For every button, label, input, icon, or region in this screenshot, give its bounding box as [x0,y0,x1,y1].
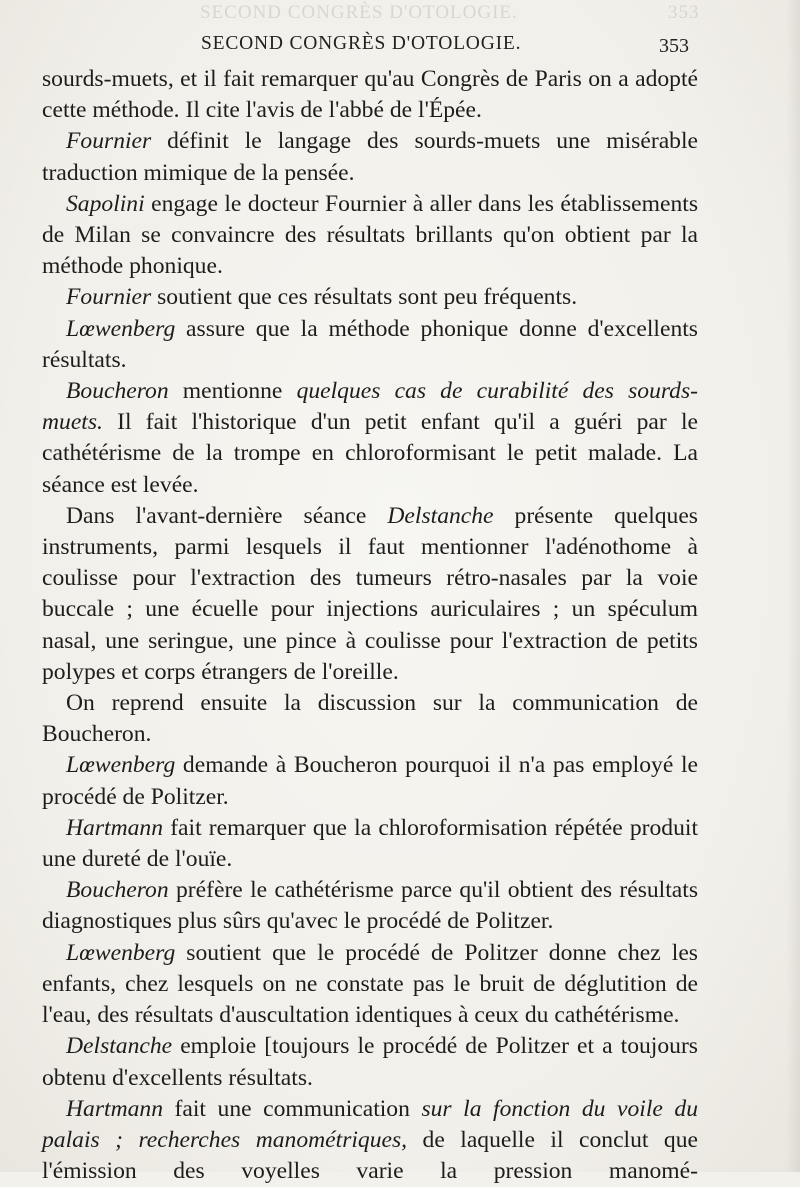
speaker-name: Delstanche [387,502,494,529]
paragraph [42,376,698,501]
text-segment: emploie [toujours le procédé de Politzer et a toujours obtenu d'excellents résultats. [42,1033,698,1091]
speaker-name: Hartmann [66,814,164,841]
text-segment: soutient que ces résultats sont peu fréquents. [151,284,578,311]
text-segment: mentionne [168,378,297,405]
running-head [0,33,800,61]
speaker-name: Lœwenberg [66,752,176,779]
speaker-name: Delstanche [66,1033,173,1060]
speaker-name: Lœwenberg [66,315,176,342]
text-segment: présente quelques instruments, parmi lesquels il faut mentionner l'adénothome à coulisse pour l'extraction des tumeurs rétro-nasales par la voie buccale ; une écuelle pour injections auriculaires ; un spéculum nasal, une seringue, une pince à coulisse pour l'extraction de petits polypes et corps étrangers de l'oreille. [42,502,698,685]
paragraph [42,750,698,812]
speaker-name: Fournier [66,284,152,311]
show-through-title: SECOND CONGRÈS D'OTOLOGIE. [200,2,518,23]
text-segment: préfère le cathétérisme parce qu'il obtient des résultats diagnostiques plus sûrs qu'avec le procédé de Politzer. [42,877,698,935]
text-segment: assure que la méthode phonique donne d'excellents résultats. [42,315,698,373]
text-segment: On reprend ensuite la discussion sur la communication de Boucheron. [42,690,698,748]
paragraph [42,875,698,937]
italic-phrase: sur la fonction du voile du palais ; recherches manométriques, [42,1095,698,1153]
paragraph [42,688,698,750]
page-number: 353 [659,35,689,57]
paragraph [42,813,698,875]
paragraph [42,938,698,1032]
running-title: SECOND CONGRÈS D'OTOLOGIE. [201,33,522,54]
text-segment: soutient que le procédé de Politzer donne chez les enfants, chez lesquels on ne constate pas le bruit de déglutition de l'eau, des résultats d'auscultation identiques à ceux du cathétérisme. [42,939,698,1029]
body-text [42,64,698,1187]
text-segment: définit le langage des sourds-muets une misérable traduction mimique de la pensée. [42,128,698,186]
text-segment: fait une communication [163,1095,422,1122]
text-segment: de laquelle il conclut que l'émission des voyelles varie la pression manomé- [42,1126,698,1185]
show-through-page-number: 353 [668,2,700,23]
speaker-name: Sapolini [66,190,145,217]
text-segment: Dans l'avant-dernière séance [66,502,388,529]
text-segment: fait remarquer que la chloroformisation répétée produit une dureté de l'ouïe. [42,814,698,873]
paragraph [42,1094,698,1187]
show-through-header [200,2,700,24]
speaker-name: Boucheron [66,877,169,904]
text-segment: engage le docteur Fournier à aller dans les établissements de Milan se convaincre des résultats brillants qu'on obtient par la méthode phonique. [42,190,698,280]
speaker-name: Hartmann [66,1095,164,1122]
text-segment: sourds-muets, et il fait remarquer qu'au Congrès de Paris on a adopté cette méthode. Il cite l'avis de l'abbé de l'Épée. [42,66,698,124]
paragraph [42,126,698,188]
paragraph [42,314,698,376]
speaker-name: Fournier [66,128,152,155]
text-segment: demande à Boucheron pourquoi il n'a pas employé le procédé de Politzer. [42,752,698,810]
paragraph [42,1031,698,1093]
paragraph [42,282,698,313]
paragraph [42,189,698,283]
italic-phrase: quelques cas de curabilité des sourds-muets. [42,378,699,436]
paragraph [42,501,698,688]
text-segment: Il fait l'historique d'un petit enfant qu'il a guéri par le cathétérisme de la trompe en chloroformisant le petit malade. La séance est levée. [42,409,698,498]
page-edge-shadow [786,0,800,1172]
paragraph [42,64,698,126]
speaker-name: Lœwenberg [66,939,176,966]
speaker-name: Boucheron [66,378,169,405]
